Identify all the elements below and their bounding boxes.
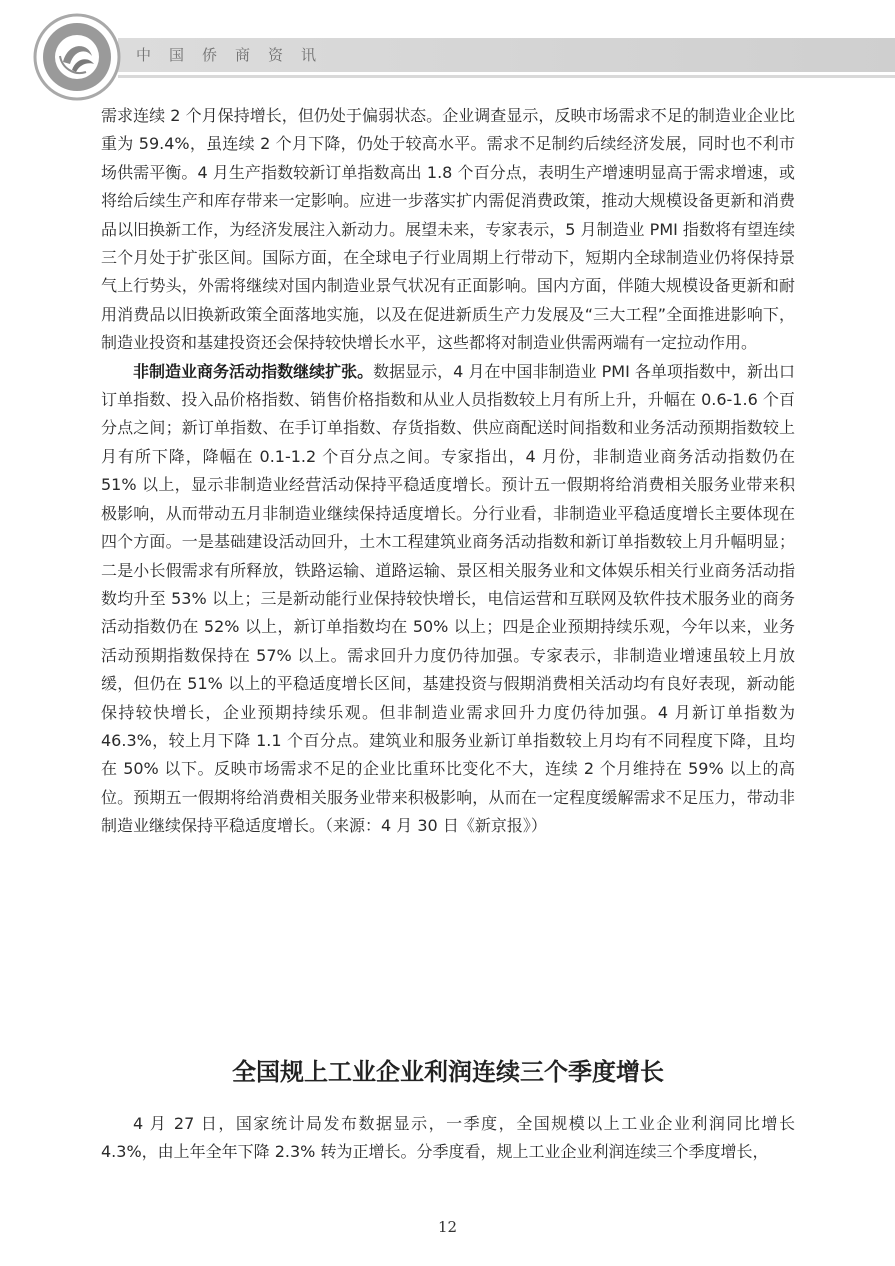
paragraph-lead: 非制造业商务活动指数继续扩张。 [133,361,374,381]
source-note: （来源：4 月 30 日《新京报》） [325,816,547,836]
header-title: 中国侨商资讯 [136,46,335,64]
paragraph-non-manufacturing [101,358,795,841]
article-headline: 全国规上工业企业利润连续三个季度增长 [232,1058,664,1086]
publisher-logo-icon [32,12,122,102]
page-number: 12 [437,1218,458,1236]
paragraph-text: 数据显示，4 月在中国非制造业 PMI 各单项指数中，新出口订单指数、投入品价格指数、销售价格指数和从业人员指数较上月有所上升，升幅在 0.6-1.6 个百分点之间；新订单指数、在手订单指数、存货指数、供应商配送时间指数和业务活动预期指数较上月有所下降，降幅在 0.1-1.2 个百分点之间。专家指出，4 月份，非制造业商务活动指数仍在 51% 以上，显示非制造业经营活动保持平稳适度增长。预计五一假期将给消费相关服务业带来积极影响，从而带动五月非制造业继续保持适度增长。分行业看，非制造业平稳适度增长主要体现在四个方面。一是基础建设活动回升，土木工程建筑业商务活动指数和新订单指数较上月升幅明显；二是小长假需求有所释放，铁路运输、道路运输、景区相关服务业和文体娱乐相关行业商务活动指数均升至 53% 以上；三是新动能行业保持较快增长，电信运营和互联网及软件技术服务业的商务活动指数仍在 52% 以上，新订单指数均在 50% 以上；四是企业预期持续乐观，今年以来，业务活动预期指数保持在 57% 以上。需求回升力度仍待加强。专家表示，非制造业增速虽较上月放缓，但仍在 51% 以上的平稳适度增长区间，基建投资与假期消费相关活动均有良好表现，新动能保持较快增长，企业预期持续乐观。但非制造业需求回升力度仍待加强。4 月新订单指数为 46.3%，较上月下降 1.1 个百分点。建筑业和服务业新订单指数较上月均有不同程度下降，且均在 50% 以下。反映市场需求不足的企业比重环比变化不大，连续 2 个月维持在 59% 以上的高位。预期五一假期将给消费相关服务业带来积极影响，从而在一定程度缓解需求不足压力，带动非制造业继续保持平稳适度增长。 [101,361,795,836]
article2-body [101,1110,795,1167]
paragraph-manufacturing: 需求连续 2 个月保持增长，但仍处于偏弱状态。企业调查显示，反映市场需求不足的制造业企业比重为 59.4%，虽连续 2 个月下降，仍处于较高水平。需求不足制约后续经济发展，同时也不利市场供需平衡。4 月生产指数较新订单指数高出 1.8 个百分点，表明生产增速明显高于需求增速，或将给后续生产和库存带来一定影响。应进一步落实扩内需促消费政策，推动大规模设备更新和消费品以旧换新工作，为经济发展注入新动力。展望未来，专家表示，5 月制造业 PMI 指数将有望连续三个月处于扩张区间。国际方面，在全球电子行业周期上行带动下，短期内全球制造业仍将保持景气上行势头，外需将继续对国内制造业景气状况有正面影响。国内方面，伴随大规模设备更新和耐用消费品以旧换新政策全面落地实施，以及在促进新质生产力发展及“三大工程”全面推进影响下，制造业投资和基建投资还会保持较快增长水平，这些都将对制造业供需两端有一定拉动作用。 [101,106,795,353]
paragraph-profits: 4 月 27 日，国家统计局发布数据显示，一季度，全国规模以上工业企业利润同比增长 4.3%，由上年全年下降 2.3% 转为正增长。分季度看，规上工业企业利润连续三个季度增长， [101,1114,795,1162]
article-body [101,102,795,841]
